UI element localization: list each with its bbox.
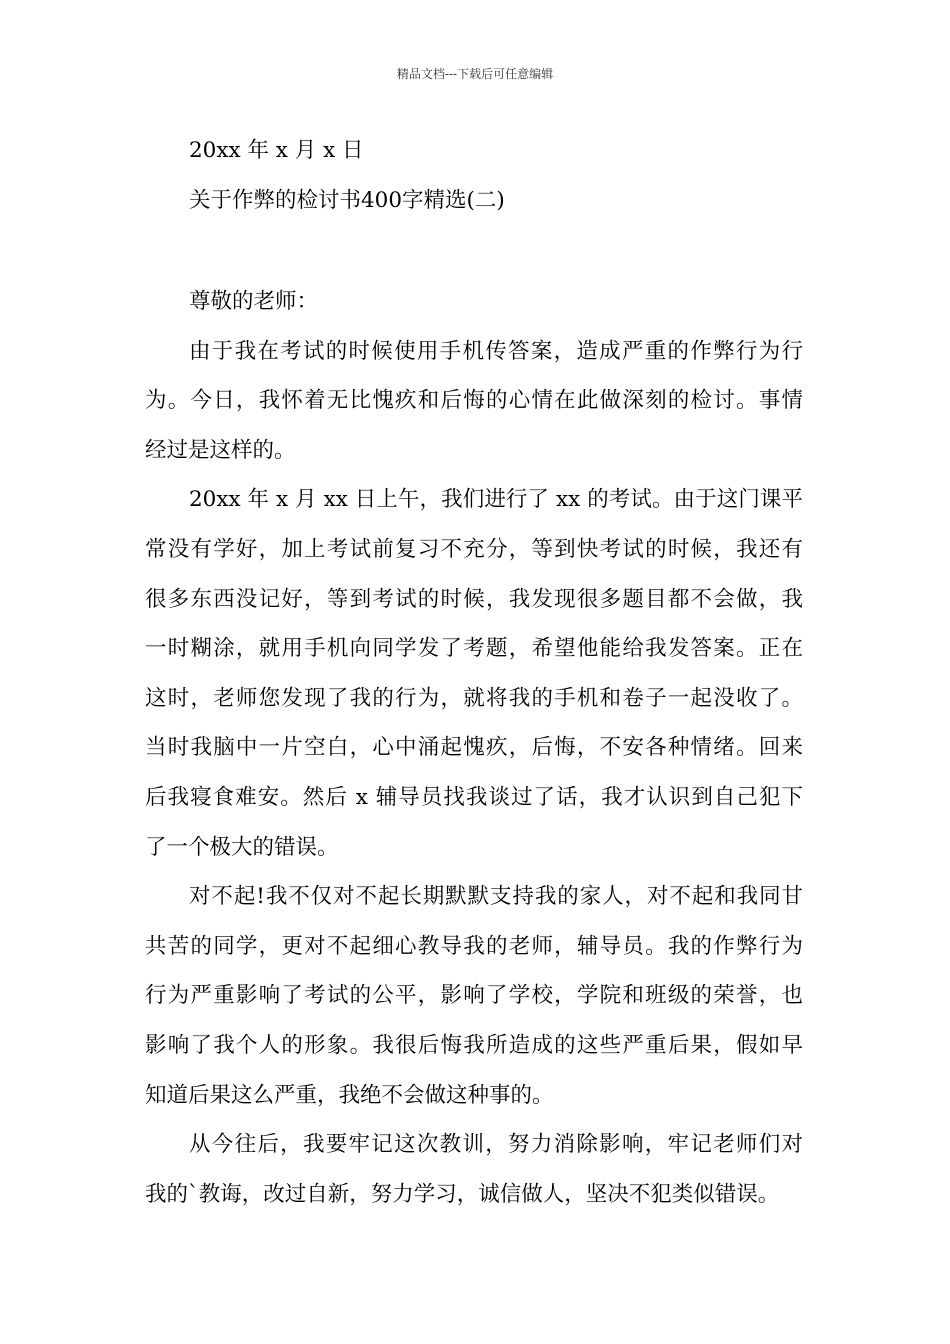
paragraph-line: 为。今日，我怀着无比愧疚和后悔的心情在此做深刻的检讨。事情 [145,388,803,413]
paragraph-line: 行为严重影响了考试的公平，影响了学校，学院和班级的荣誉，也 [145,983,803,1008]
document-date: 20xx 年 x 月 x 日 [189,138,364,163]
paragraph-line: 这时，老师您发现了我的行为，就将我的手机和卷子一起没收了。 [145,686,803,711]
paragraph-line: 影响了我个人的形象。我很后悔我所造成的这些严重后果，假如早 [145,1033,803,1058]
paragraph-line: 对不起!我不仅对不起长期默默支持我的家人，对不起和我同甘 [189,884,803,909]
paragraph-line: 后我寝食难安。然后 x 辅导员找我谈过了话，我才认识到自己犯下 [145,785,803,810]
paragraph-line: 经过是这样的。 [145,438,296,463]
paragraph-line: 了一个极大的错误。 [145,835,339,860]
paragraph-line: 一时糊涂，就用手机向同学发了考题，希望他能给我发答案。正在 [145,636,803,661]
paragraph-line: 20xx 年 x 月 xx 日上午，我们进行了 xx 的考试。由于这门课平 [189,487,803,512]
document-title: 关于作弊的检讨书400字精选(二) [189,188,505,213]
paragraph-line: 当时我脑中一片空白，心中涌起愧疚，后悔，不安各种情绪。回来 [145,735,803,760]
page-header: 精品文档---下载后可任意编辑 [396,67,554,81]
paragraph-line: 共苦的同学，更对不起细心教导我的老师，辅导员。我的作弊行为 [145,934,803,959]
paragraph-line: 很多东西没记好，等到考试的时候，我发现很多题目都不会做，我 [145,587,803,612]
paragraph-line: 知道后果这么严重，我绝不会做这种事的。 [145,1083,554,1108]
paragraph-line: 常没有学好，加上考试前复习不充分，等到快考试的时候，我还有 [145,537,803,562]
paragraph-line: 我的`教诲，改过自新，努力学习，诚信做人，坚决不犯类似错误。 [145,1182,780,1207]
paragraph-line: 由于我在考试的时候使用手机传答案，造成严重的作弊行为行 [189,339,803,364]
salutation: 尊敬的老师： [189,289,319,314]
paragraph-line: 从今往后，我要牢记这次教训，努力消除影响，牢记老师们对 [189,1132,803,1157]
